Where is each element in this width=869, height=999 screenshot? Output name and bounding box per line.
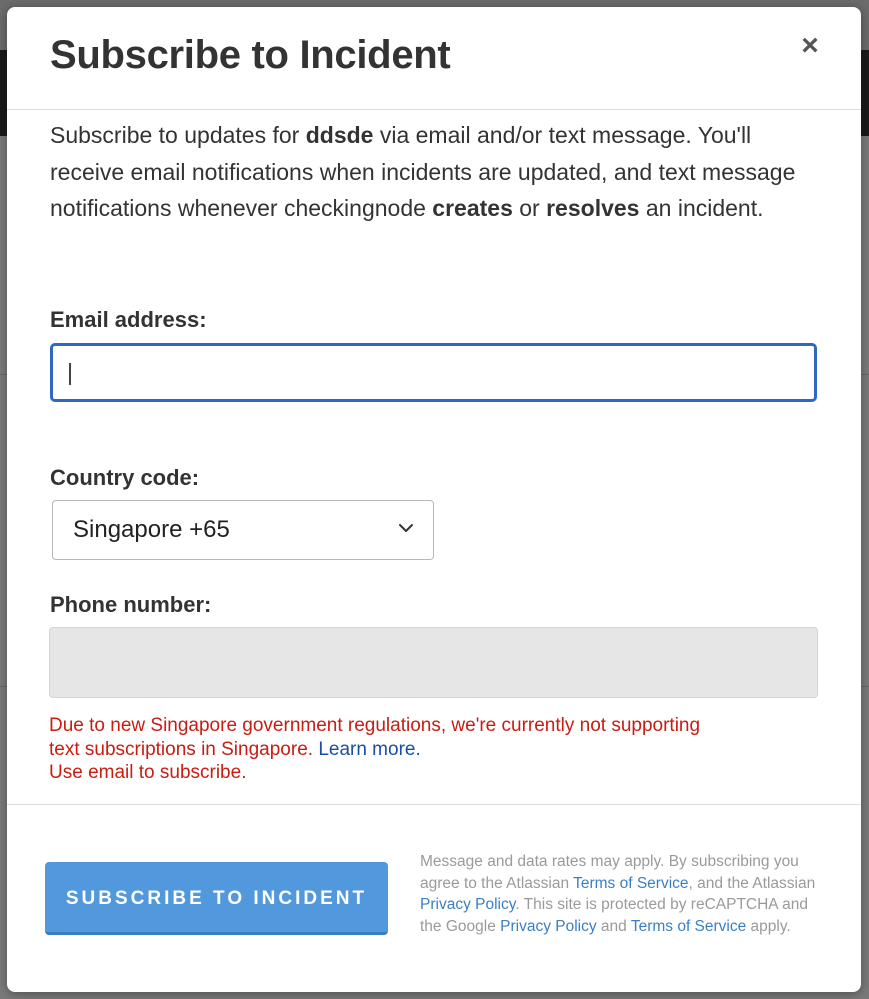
intro-part: Subscribe to updates for <box>50 122 306 148</box>
modal-title: Subscribe to Incident <box>50 33 451 77</box>
page-name: ddsde <box>305 122 374 148</box>
intro-part: via email and/or text message. You'll receive email notifications when incidents are updated, and text message notifications whenever checkingnode <box>50 122 796 221</box>
legal-text: Message and data rates may apply. By subscribing you agree to the Atlassian <box>420 853 799 892</box>
warning-line: Use email to subscribe. <box>49 762 247 783</box>
privacy-policy-link[interactable]: Privacy Policy <box>420 896 516 913</box>
country-code-select[interactable] <box>52 500 434 560</box>
legal-text: , and the Atlassian <box>688 874 816 892</box>
phone-number-label: Phone number: <box>50 592 212 617</box>
google-privacy-policy-link[interactable]: Privacy Policy <box>500 917 597 935</box>
learn-more-link[interactable]: Learn more. <box>318 738 421 760</box>
legal-text: apply. <box>746 917 791 935</box>
intro-resolves: resolves <box>546 195 640 221</box>
warning-line: Due to new Singapore government regulations, we're currently not supporting <box>49 715 701 736</box>
close-icon[interactable]: × <box>801 29 819 62</box>
subscribe-modal <box>7 7 861 992</box>
legal-text: and <box>596 917 631 935</box>
intro-text <box>50 117 820 227</box>
modal-footer <box>7 804 861 992</box>
intro-part: or <box>512 195 547 221</box>
legal-disclaimer <box>420 851 825 937</box>
chevron-down-icon <box>397 519 415 537</box>
country-code-value: Singapore +65 <box>73 516 230 543</box>
phone-number-field <box>49 627 818 698</box>
email-field[interactable] <box>50 343 817 402</box>
terms-of-service-link[interactable]: Terms of Service <box>573 874 689 892</box>
intro-part: an incident. <box>639 195 764 221</box>
warning-line: text subscriptions in Singapore. <box>49 738 319 760</box>
text-caret <box>69 363 71 385</box>
legal-text: . This site is protected by reCAPTCHA and the Google <box>420 896 808 935</box>
email-label: Email address: <box>50 307 207 332</box>
sms-warning <box>49 714 839 785</box>
modal-header <box>7 7 861 110</box>
subscribe-button[interactable]: SUBSCRIBE TO INCIDENT <box>45 862 388 935</box>
google-terms-of-service-link[interactable]: Terms of Service <box>630 917 747 935</box>
intro-creates: creates <box>432 195 513 221</box>
warning-line-with-link <box>49 738 839 762</box>
country-code-label: Country code: <box>50 465 200 490</box>
